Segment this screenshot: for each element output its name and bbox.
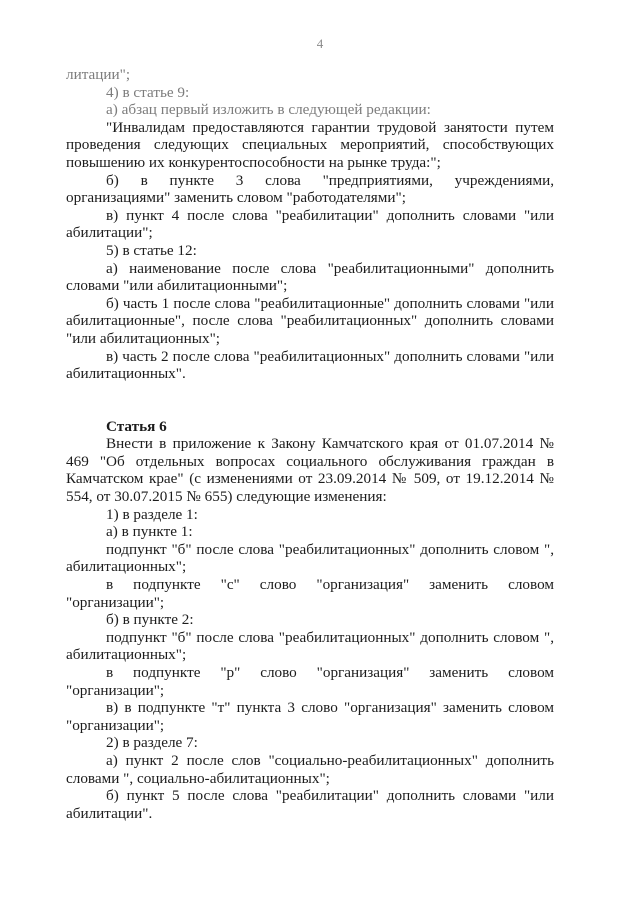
paragraph: в) пункт 4 после слова "реабилитации" дополнить словами "или абилитации"; [66, 206, 554, 242]
paragraph: 4) в статье 9: [106, 83, 190, 101]
article-heading: Статья 6 [106, 417, 167, 435]
paragraph: б) в пункте 3 слова "предприятиями, учреждениями, организациями" заменить словом "работодателями"; [66, 171, 554, 207]
paragraph: б) пункт 5 после слова "реабилитации" дополнить словами "или абилитации". [66, 787, 554, 822]
paragraph: б) часть 1 после слова "реабилитационные" дополнить словами "или абилитационные", после слова "реабилитационных" дополнить словами "или абилитационных"; [66, 294, 554, 347]
paragraph: подпункт "б" после слова "реабилитационных" дополнить словом ", абилитационных"; [66, 540, 554, 576]
paragraph: б) в пункте 2: [106, 611, 194, 629]
paragraph: в подпункте "р" слово "организация" заменить словом "организации"; [66, 664, 554, 699]
paragraph: "Инвалидам предоставляются гарантии трудовой занятости путем проведения следующих специальных мероприятий, способствующих повышению их конкурентоспособности на рынке труда:"; [66, 118, 554, 171]
paragraph: а) наименование после слова "реабилитационными" дополнить словами "или абилитационными"; [66, 259, 554, 295]
paragraph: а) абзац первый изложить в следующей редакции: [106, 101, 431, 119]
page-number: 4 [316, 36, 324, 51]
paragraph: литации"; [66, 66, 131, 83]
paragraph: 1) в разделе 1: [106, 505, 198, 523]
paragraph: в) в подпункте "т" пункта 3 слово "организация" заменить словом "организации"; [66, 699, 554, 734]
paragraph: 2) в разделе 7: [106, 734, 198, 752]
paragraph: Внести в приложение к Закону Камчатского края от 01.07.2014 № 469 "Об отдельных вопросах социального обслуживания граждан в Камчатском крае" (с изменениями от 23.09.2014 № 509, от 19.12.2014 № 554, от 30.07.2015 № 655) следующие изменения: [66, 435, 554, 506]
document-body [66, 66, 554, 822]
paragraph: 5) в статье 12: [106, 241, 197, 259]
paragraph: подпункт "б" после слова "реабилитационных" дополнить словом ", абилитационных"; [66, 628, 554, 664]
paragraph: в) часть 2 после слова "реабилитационных" дополнить словами "или абилитационных". [66, 347, 554, 383]
paragraph: а) пункт 2 после слов "социально-реабилитационных" дополнить словами ", социально-абилитационных"; [66, 751, 554, 787]
paragraph: в подпункте "с" слово "организация" заменить словом "организации"; [66, 576, 554, 611]
paragraph: а) в пункте 1: [106, 523, 193, 541]
